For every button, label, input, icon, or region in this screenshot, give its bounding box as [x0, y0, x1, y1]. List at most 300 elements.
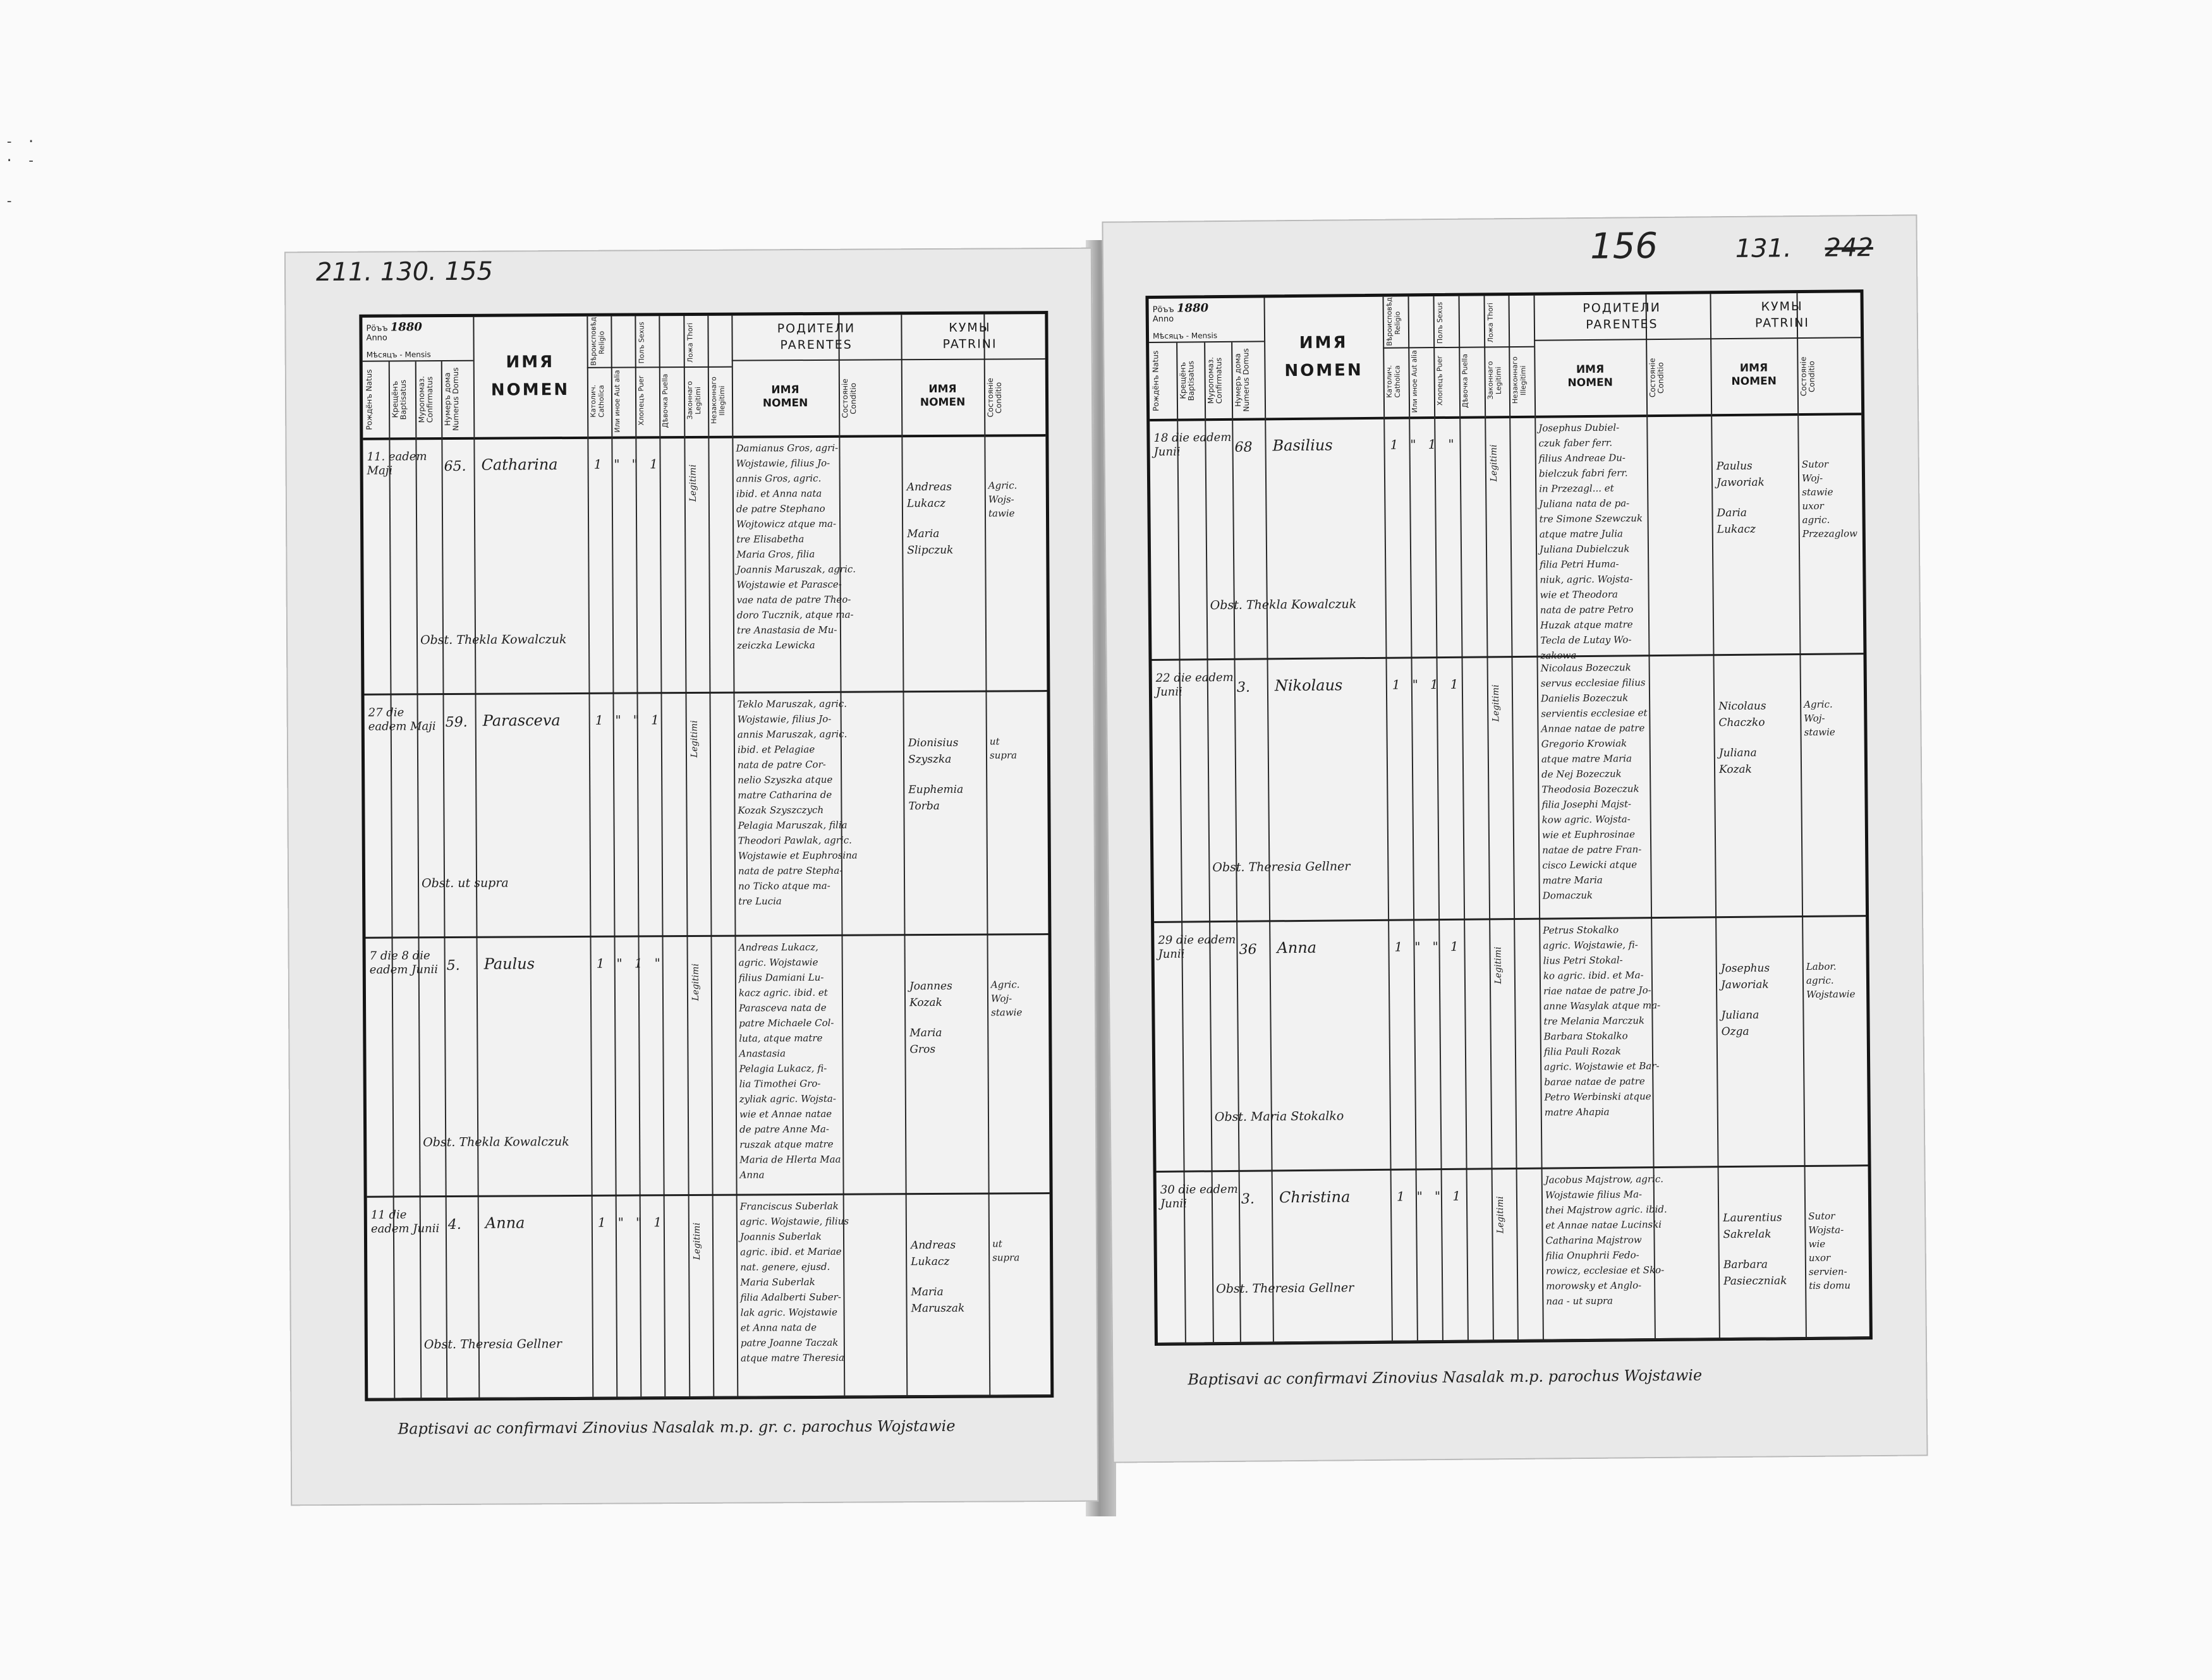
condition-line: stawie [1802, 486, 1833, 499]
status-ticks: 1 " 1 " [1390, 436, 1454, 452]
condition-line: uxor [1808, 1252, 1831, 1264]
midwife: Obst. Thekla Kowalczuk [420, 632, 567, 648]
status-ticks: 1 " " 1 [595, 712, 659, 728]
parents-line: Wojstawie et Parasce- [736, 578, 842, 591]
header-vertical-label: Нумеръ дома Numerus Domus [1233, 348, 1251, 412]
header-group-label: Вѣроисповѣд. Religio [1385, 294, 1402, 346]
godparents [908, 735, 984, 815]
midwife: Obst. Theresia Gellner [1212, 859, 1351, 875]
parents-line: Petro Werbinski atque [1544, 1091, 1651, 1103]
condition-line: Woj- [1804, 712, 1825, 725]
parents-line: Maria Suberlak [740, 1276, 815, 1288]
godparent-line: Gros [909, 1042, 936, 1056]
godparent-line: Maria [907, 527, 940, 541]
godparent-line: Maria [911, 1285, 944, 1299]
house-number: 5. [446, 957, 460, 974]
midwife: Obst. Theresia Gellner [1216, 1281, 1354, 1296]
condition-line: ut [989, 735, 1000, 747]
parents-line: riae natae de patre Jo- [1543, 984, 1651, 997]
parents-line: zyliak agric. Wojsta- [739, 1092, 836, 1105]
status-ticks: 1 " 1 1 [1392, 676, 1459, 692]
parents-line: filius Andreae Du- [1538, 452, 1626, 464]
header-vertical-label: Муропомаз. Confirmatus [1206, 357, 1224, 404]
margin-mark: - · [5, 134, 38, 150]
parents-line: filia Onuphrii Fedo- [1545, 1249, 1639, 1262]
parents-line: wie et Euphrosinae [1541, 828, 1636, 841]
godparents [907, 479, 983, 559]
parents-line: Maria de Hlerta Maa [739, 1153, 841, 1166]
register-table [359, 311, 1054, 1401]
godparent-line: Barbara [1723, 1258, 1768, 1272]
parents-line: matre Ahapia [1544, 1106, 1610, 1118]
house-number: 4. [447, 1216, 461, 1233]
condition-line: Agric. [1804, 698, 1833, 711]
parents-line: nata de patre Petro [1540, 603, 1634, 616]
condition-line: Agric. [990, 979, 1020, 991]
parents-line: annis Gros, agric. [736, 472, 822, 485]
register-header [1149, 293, 1862, 421]
parents-line: annis Maruszak, agric. [737, 728, 848, 740]
godparents [1717, 457, 1796, 538]
parents-line: Petrus Stokalko [1543, 924, 1619, 936]
legitimacy-mark: Legitimi [1493, 946, 1504, 984]
parents-line: filia Petri Huma- [1540, 558, 1619, 571]
godparent-condition [1804, 697, 1857, 739]
header-group-label: Полъ Sexus [637, 322, 646, 364]
parents-line: ko agric. ibid. et Ma- [1543, 969, 1644, 982]
parents-line: naa - ut supra [1546, 1295, 1613, 1307]
parents-line: filia Josephi Majst- [1541, 798, 1632, 811]
parents-text [1543, 921, 1713, 1120]
godparent-line: Joannes [909, 979, 952, 993]
condition-line: stawie [991, 1006, 1023, 1018]
patrini-la: PATRINI [942, 337, 997, 351]
header-group-label: Полъ Sexus [1435, 301, 1445, 344]
parents-line: Pelagia Lukacz, fi- [739, 1062, 827, 1075]
parents-line: ibid. et Pelagiae [737, 743, 815, 756]
anno-label [366, 322, 422, 342]
parentes-header [731, 320, 901, 353]
godparents [1721, 960, 1801, 1040]
parents-line: morowsky et Anglo- [1546, 1279, 1642, 1292]
house-number: 3. [1236, 679, 1251, 696]
parents-line: zeiczka Lewicka [737, 639, 815, 651]
parents-line: thei Majstrow agric. ibid. [1545, 1203, 1667, 1216]
parents-line: de patre Stephano [736, 502, 825, 515]
parents-line: Jacobus Majstrow, agric. [1545, 1173, 1664, 1186]
child-name: Anna [485, 1214, 525, 1232]
entry-date: 29 die eadem Junii [1158, 933, 1236, 961]
parents-line: kacz agric. ibid. et [738, 986, 828, 999]
midwife: Obst. Thekla Kowalczuk [1210, 597, 1357, 613]
parents-line: doro Tucznik, atque ma- [736, 608, 854, 621]
header-vertical-label: Законнаго Legitimi [685, 381, 703, 420]
parents-line: Gregorio Krowiak [1541, 737, 1627, 750]
godparent-line: Jaworiak [1717, 476, 1765, 490]
parents-line: tre Anastasia de Mu- [736, 624, 837, 636]
entry-date: 11 die eadem Junii [370, 1208, 440, 1236]
header-vertical-label: Крещёнъ Baptisatus [390, 379, 408, 420]
godparents [1718, 698, 1798, 778]
parents-line: Juliana nata de pa- [1539, 497, 1630, 510]
parents-line: kow agric. Wojsta- [1541, 813, 1631, 826]
godparent-line: Laurentius [1723, 1211, 1782, 1225]
godparent-line: Torba [908, 799, 940, 813]
parents-line: servientis ecclesiae et [1541, 707, 1648, 720]
parents-line: in Przezagl... et [1539, 482, 1614, 495]
parents-line: Wojstawie filius Ma- [1545, 1188, 1643, 1201]
condition-line: agric. [1802, 514, 1830, 526]
name-subheader [901, 383, 984, 410]
page-number-main: 156 [1589, 225, 1658, 267]
parents-line: Huzak atque matre [1540, 619, 1633, 631]
condition-line: Przezaglow [1802, 528, 1858, 540]
legitimacy-mark: Legitimi [691, 1223, 703, 1260]
condition-line: Labor. [1806, 960, 1837, 972]
legitimacy-mark: Legitimi [689, 720, 700, 758]
register-entry [1150, 413, 1863, 661]
register-header [362, 314, 1045, 440]
midwife: Obst. ut supra [421, 876, 509, 891]
parents-line: Juliana Dubielczuk [1539, 543, 1630, 555]
status-ticks: 1 " " 1 [593, 456, 658, 472]
header-rule [1149, 341, 1264, 343]
parents-text [739, 939, 902, 1182]
register-entry [365, 933, 1049, 1198]
parents-line: atque matre Maria [1541, 752, 1632, 765]
name-ru: ИМЯ [771, 384, 799, 397]
conditio-label: Состояніе Conditio [1799, 356, 1816, 397]
patrini-header [1710, 298, 1854, 332]
godparent-line: Andreas [906, 480, 952, 494]
header-vertical-label: Дѣвочка Puella [660, 373, 670, 428]
condition-line: Wojsta- [1808, 1224, 1844, 1236]
parents-line: agric. Wojstawie, fi- [1543, 939, 1638, 952]
parents-line: agric. Wojstawie, filius [739, 1215, 849, 1228]
nomen-ru: ИМЯ [1299, 333, 1348, 353]
godparent-line: Szyszka [908, 752, 952, 766]
condition-line: Woj- [1801, 472, 1823, 485]
entry-date: 11. eadem Maji [367, 450, 427, 478]
midwife: Obst. Theresia Gellner [423, 1337, 562, 1352]
godparent-condition [1808, 1209, 1861, 1293]
patrini-ru: КУМЫ [949, 320, 991, 335]
godparent-line: Jaworiak [1720, 978, 1769, 992]
parents-line: bielczuk fabri ferr. [1538, 467, 1628, 480]
anno-label [1153, 303, 1209, 324]
name-la: NOMEN [1567, 376, 1613, 390]
header-group-label: Вѣроисповѣд. Religio [589, 315, 606, 366]
register-entry [1152, 653, 1866, 923]
nomen-ru: ИМЯ [506, 353, 555, 372]
parentes-ru: РОДИТЕЛИ [777, 321, 856, 336]
parents-line: czuk faber ferr. [1538, 437, 1613, 449]
conditio-label: Состояніе Conditio [1648, 358, 1665, 398]
nomen-header [473, 348, 587, 404]
conditio-label: Состояніе Conditio [840, 378, 858, 418]
parents-line: atque matre Theresia [740, 1351, 844, 1364]
parents-line: de Nej Bozeczuk [1541, 768, 1622, 780]
parents-line: Franciscus Suberlak [739, 1200, 839, 1212]
header-rule [732, 358, 1045, 361]
legitimacy-mark: Legitimi [1495, 1196, 1506, 1234]
header-vertical-label: Католич. Catholica [588, 384, 606, 418]
child-name: Christina [1279, 1188, 1351, 1207]
godparent-line: Kozak [909, 996, 942, 1010]
parents-line: rowicz, ecclesiae et Sko- [1545, 1264, 1665, 1277]
godparent-line: Sakrelak [1723, 1228, 1771, 1242]
parentes-ru: РОДИТЕЛИ [1583, 300, 1662, 316]
godparent-line: Lukacz [906, 497, 946, 511]
parents-line: Damianus Gros, agri- [736, 442, 839, 454]
house-number: 36 [1239, 941, 1257, 958]
parents-line: Theodosia Bozeczuk [1541, 783, 1639, 795]
godparent-line: Chaczko [1718, 716, 1765, 730]
godparent-condition [990, 734, 1040, 762]
anno-latin: Anno [1152, 314, 1174, 324]
parents-line: barae natae de patre [1544, 1075, 1645, 1088]
right-page [1102, 214, 1928, 1463]
parents-line: lak agric. Wojstawie [740, 1306, 837, 1319]
parents-line: Wojstawie, filius Jo- [736, 457, 830, 469]
parents-text [1538, 419, 1709, 663]
parents-line: lia Timothei Gro- [739, 1077, 821, 1090]
parents-line: et Anna nata de [740, 1321, 817, 1334]
anno-latin: Anno [366, 333, 387, 343]
parents-line: tre Lucia [738, 895, 782, 907]
house-number: 65. [444, 458, 466, 475]
register-entry [367, 1192, 1051, 1400]
parents-line: Maria Gros, filia [736, 548, 815, 560]
parents-line: Anastasia [739, 1048, 786, 1060]
patrini-la: PATRINI [1754, 315, 1809, 330]
header-rule [1534, 337, 1861, 341]
name-subheader [732, 384, 839, 411]
column-rule [415, 361, 417, 437]
parents-line: matre Maria [1542, 874, 1603, 886]
entry-date: 30 die eadem Junii [1160, 1182, 1238, 1211]
month-label: Мѣсяцъ - Mensis [366, 350, 431, 360]
signature-line: Baptisavi ac confirmavi Zinovius Nasalak m.p. gr. c. parochus Wojstawie [398, 1417, 956, 1438]
page-number: 211. 130. 155 [315, 257, 494, 287]
page-number-alt: 242 [1825, 233, 1874, 263]
condition-line: Wojstawie [1806, 988, 1856, 1000]
condition-line: Wojs- [988, 493, 1014, 505]
entry-date: 22 die eadem Junii [1155, 670, 1234, 699]
godparent-line: Ozga [1721, 1025, 1749, 1039]
godparent-line: Euphemia [908, 783, 964, 797]
parents-line: nat. genere, ejusd. [740, 1260, 830, 1273]
entry-date: 7 die 8 die eadem Junii [369, 949, 439, 977]
page-number [1590, 224, 1873, 267]
parents-line: nata de patre Stepha- [738, 864, 843, 877]
name-la: NOMEN [920, 396, 966, 409]
parents-line: Tecla de Lutay Wo- [1540, 634, 1632, 646]
godparent-line: Lukacz [1717, 523, 1756, 536]
midwife: Obst. Maria Stokalko [1214, 1109, 1344, 1125]
godparent-line: Lukacz [911, 1255, 950, 1269]
header-vertical-label: Крещёнъ Baptisatus [1178, 360, 1196, 401]
parents-line: wie et Annae natae [739, 1108, 832, 1120]
child-name: Basilius [1272, 436, 1333, 455]
parents-line: niuk, agric. Wojsta- [1540, 573, 1633, 586]
godparent-line: Nicolaus [1718, 699, 1766, 713]
parents-text [738, 696, 901, 909]
entry-date: 27 die eadem Maji [368, 706, 436, 734]
condition-line: uxor [1802, 500, 1824, 512]
condition-line: tawie [988, 507, 1015, 519]
signature-line: Baptisavi ac confirmavi Zinovius Nasalak m.p. parochus Wojstawie [1188, 1366, 1703, 1389]
child-name: Catharina [481, 456, 558, 474]
name-ru: ИМЯ [928, 382, 957, 396]
godparent-condition [991, 977, 1041, 1019]
parents-line: tre Elisabetha [736, 533, 805, 545]
parents-line: atque matre Julia [1539, 528, 1623, 540]
name-la: NOMEN [762, 397, 808, 410]
parents-line: luta, atque matre [739, 1032, 823, 1044]
legitimacy-mark: Legitimi [688, 464, 698, 502]
status-ticks: 1 " " 1 [1394, 938, 1459, 955]
left-page [284, 248, 1098, 1506]
header-vertical-label: Или иное Aut alia [612, 370, 622, 433]
godparent-line: Paulus [1716, 459, 1753, 473]
parents-line: Parasceva nata de [739, 1001, 827, 1014]
nomen-la: NOMEN [1284, 361, 1363, 381]
child-name: Anna [1277, 938, 1317, 957]
header-vertical-label: Или иное Aut alia [1410, 349, 1419, 413]
register-entry [364, 690, 1048, 939]
register-entry [1154, 915, 1868, 1173]
parents-line: no Ticko atque ma- [738, 879, 830, 892]
parents-text [736, 440, 899, 653]
godparent-line: Kozak [1718, 763, 1753, 777]
condition-line: Sutor [1808, 1210, 1835, 1222]
godparent-line: Pasieczniak [1723, 1274, 1787, 1288]
nomen-la: NOMEN [490, 380, 570, 400]
condition-line: wie [1808, 1238, 1826, 1250]
godparent-line: Josephus [1720, 962, 1770, 976]
parentes-la: PARENTES [1586, 317, 1658, 332]
godparent-line: Slipczuk [907, 543, 954, 557]
condition-line: tis domu [1809, 1279, 1851, 1291]
margin-mark: - [5, 193, 16, 209]
parents-text [740, 1198, 902, 1365]
parents-line: Wojstawie et Euphrosina [738, 849, 858, 862]
parents-text [1541, 659, 1711, 903]
parents-line: Anna [739, 1169, 765, 1181]
margin-mark: · - [5, 153, 38, 169]
header-vertical-label: Католич. Catholica [1385, 365, 1402, 398]
house-number: 3. [1241, 1191, 1255, 1207]
anno-ru: Рöъъ [366, 323, 388, 334]
header-vertical-label: Нумеръ дома Numerus Domus [442, 367, 461, 432]
godparents [909, 978, 985, 1058]
godparents [911, 1237, 987, 1317]
header-vertical-label: Хлопецъ Puer [1435, 356, 1445, 406]
conditio-label: Состояніе Conditio [985, 378, 1004, 418]
parents-line: Teklo Maruszak, agric. [737, 698, 848, 710]
godparent-condition [1801, 457, 1858, 541]
parentes-la: PARENTES [780, 337, 853, 353]
parents-line: ibid. et Anna nata [736, 487, 822, 500]
parents-line: cisco Lewicki atque [1542, 859, 1638, 871]
header-vertical-label: Незаконнаго Illegitimi [709, 377, 727, 425]
child-name: Paulus [483, 955, 535, 973]
godparents [1723, 1209, 1802, 1290]
godparent-line: Maria [909, 1026, 942, 1040]
parents-line: Josephus Dubiel- [1538, 421, 1620, 434]
legitimacy-mark: Legitimi [1490, 684, 1502, 722]
name-subheader [1710, 361, 1797, 389]
legitimacy-mark: Legitimi [690, 964, 702, 1001]
header-vertical-label: Рождёнъ Natus [364, 369, 374, 430]
parents-line: Annae natae de patre [1541, 722, 1645, 735]
godparent-line: Juliana [1721, 1008, 1759, 1022]
godparent-condition [988, 478, 1038, 520]
godparent-line: Juliana [1718, 746, 1757, 760]
entry-date: 18 die eadem Junii [1153, 430, 1232, 459]
parents-line: filia Adalberti Suber- [740, 1291, 841, 1303]
status-ticks: 1 " " 1 [597, 1214, 662, 1230]
name-ru: ИМЯ [1739, 361, 1768, 375]
condition-line: servien- [1808, 1266, 1847, 1278]
patrini-ru: КУМЫ [1761, 299, 1803, 314]
header-vertical-label: Рождёнъ Natus [1151, 350, 1161, 412]
header-group-label: Ложа Thori [686, 322, 695, 363]
parents-line: et Annae natae Lucinski [1545, 1218, 1662, 1231]
register-table [1145, 289, 1872, 1346]
header-vertical-label: Дѣвочка Puella [1461, 353, 1470, 408]
month-label: Мѣсяцъ - Mensis [1152, 331, 1218, 341]
parents-line: nata de patre Cor- [738, 758, 826, 771]
parentes-header [1534, 299, 1710, 333]
register-entry [1157, 1164, 1869, 1345]
legitimacy-mark: Legitimi [1488, 444, 1500, 482]
parents-line: de patre Anne Ma- [739, 1123, 829, 1135]
parents-line: agric. Wojstawie et Bar- [1544, 1060, 1660, 1073]
parents-line: patre Joanne Taczak [740, 1336, 839, 1349]
midwife: Obst. Thekla Kowalczuk [423, 1135, 569, 1150]
header-vertical-label: Законнаго Legitimi [1486, 361, 1503, 400]
condition-line: ut [992, 1238, 1002, 1250]
condition-line: Sutor [1801, 458, 1829, 471]
parents-line: nelio Szyszka atque [738, 773, 833, 786]
parents-line: vae nata de patre Theo- [736, 593, 851, 606]
name-subheader [1534, 363, 1646, 390]
parents-text [1545, 1171, 1715, 1308]
parents-line: agric. Wojstawie [738, 956, 818, 969]
parents-line: tre Simone Szewczuk [1539, 512, 1643, 525]
year: 1880 [390, 320, 422, 334]
condition-line: Woj- [990, 993, 1012, 1005]
parents-line: anne Wasylak atque ma- [1543, 1000, 1661, 1012]
parents-line: filius Damiani Lu- [738, 971, 824, 984]
parents-line: agric. ibid. et Mariae [740, 1245, 842, 1258]
parents-line: tre Melania Marczuk [1543, 1015, 1645, 1027]
parents-line: patre Michaele Col- [739, 1017, 834, 1029]
parents-line: Wojtowicz atque ma- [736, 517, 837, 530]
godparent-line: Dionisius [908, 736, 959, 750]
header-vertical-label: Муропомаз. Confirmatus [416, 376, 435, 423]
parents-line: Joannis Maruszak, agric. [736, 563, 856, 576]
godparent-line: Maruszak [911, 1302, 965, 1315]
parents-line: Nicolaus Bozeczuk [1540, 662, 1631, 674]
name-ru: ИМЯ [1576, 363, 1605, 377]
header-vertical-label: Незаконнаго Illegitimi [1510, 356, 1528, 404]
header-rule [363, 360, 473, 362]
parents-line: Barbara Stokalko [1543, 1030, 1628, 1042]
parents-line: Joannis Suberlak [739, 1230, 822, 1243]
